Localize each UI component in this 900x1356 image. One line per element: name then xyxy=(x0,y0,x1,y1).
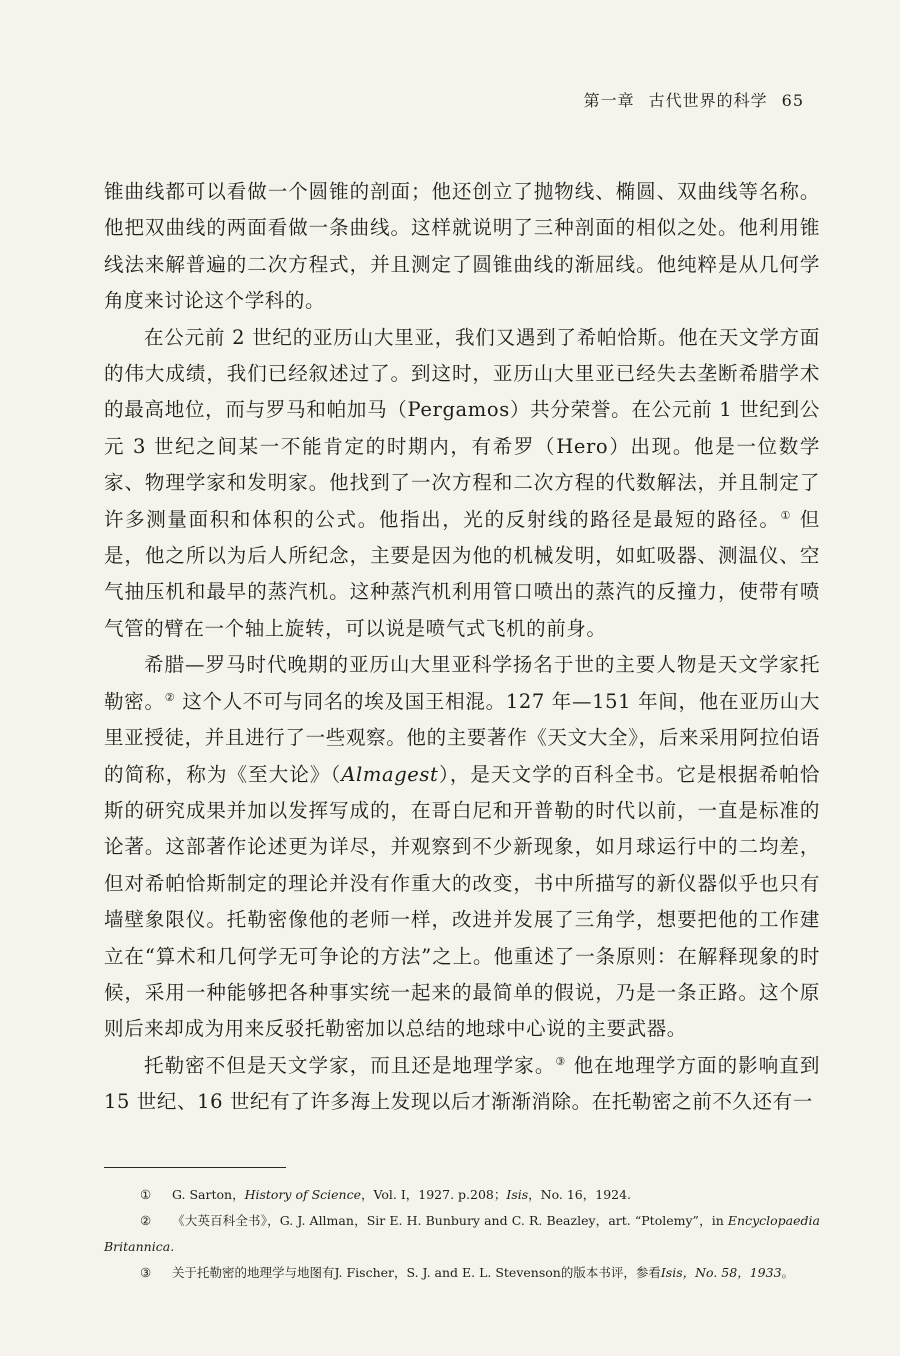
text-run: 托勒密不但是天文学家，而且还是地理学家。 xyxy=(144,1053,556,1077)
chapter-title: 古代世界的科学 xyxy=(648,91,768,110)
footnotes xyxy=(104,1182,820,1286)
text-run: 这个人不可与同名的埃及国王相混。127 年—151 年间，他在亚历山大里亚授徒，并且进行了一些观察。他的主要著作《天文大全》，后来采用阿拉伯语的简称，称为《至大论》（ xyxy=(104,689,820,786)
text-run: 。 xyxy=(781,1265,795,1280)
italic-text: Isis，No. 58，1933 xyxy=(660,1265,782,1280)
text-run: 但是，他之所以为后人所纪念，主要是因为他的机械发明，如虹吸器、测温仪、空气抽压机和最早的蒸汽机。这种蒸汽机利用管口喷出的蒸汽的反撞力，使带有喷气管的臂在一个轴上旋转，可以说是喷气式飞机的前身。 xyxy=(104,507,821,640)
italic-text: Encyclopaedia Britannica xyxy=(104,1213,820,1254)
italic-text: Almagest xyxy=(341,762,439,786)
text-run: 《大英百科全书》，G. J. Allman，Sir E. H. Bunbury and C. R. Beazley，art. “Ptolemy”，in xyxy=(172,1213,728,1228)
italic-text: Isis xyxy=(506,1187,529,1202)
footnote-reference: ② xyxy=(164,690,176,704)
body-text xyxy=(104,174,820,1121)
text-run: ，Vol. Ⅰ，1927. p.208； xyxy=(360,1187,507,1202)
text-run: ，No. 16，1924. xyxy=(528,1187,632,1202)
text-run: ），是天文学的百科全书。它是根据希帕恰斯的研究成果并加以发挥写成的，在哥白尼和开普勒的时代以前，一直是标准的论著。这部著作论述更为详尽，并观察到不少新现象，如月球运行中的二均差，但对希帕恰斯制定的理论并没有作重大的改变，书中所描写的新仪器似乎也只有墙壁象限仪。托勒密像他的老师一样，改进并发展了三角学，想要把他的工作建立在“算术和几何学无可争论的方法”之上。他重述了一条原则：在解释现象的时候，采用一种能够把各种事实统一起来的最简单的假说，乃是一条正路。这个原则后来却成为用来反驳托勒密加以总结的地球中心说的主要武器。 xyxy=(104,762,821,1041)
footnote-reference: ① xyxy=(780,508,793,522)
footnote xyxy=(104,1208,820,1260)
footnote xyxy=(104,1260,820,1286)
chapter-label: 第一章 xyxy=(583,91,635,110)
paragraph xyxy=(104,647,820,1047)
footnote-divider xyxy=(104,1167,286,1168)
footnote-marker: ② xyxy=(140,1213,152,1228)
paragraph xyxy=(104,320,820,648)
paragraph xyxy=(104,174,820,320)
text-run: 关于托勒密的地理学与地图有J. Fischer，S. J. and E. L. Stevenson的版本书评，参看 xyxy=(172,1265,661,1280)
paragraph xyxy=(104,1048,820,1121)
running-header xyxy=(584,88,804,111)
footnote-marker: ① xyxy=(140,1187,152,1202)
footnote-reference: ③ xyxy=(555,1054,567,1068)
text-run: G. Sarton， xyxy=(172,1187,245,1202)
text-run: 锥曲线都可以看做一个圆锥的剖面；他还创立了抛物线、椭圆、双曲线等名称。他把双曲线的两面看做一条曲线。这样就说明了三种剖面的相似之处。他利用锥线法来解普遍的二次方程式，并且测定了圆锥曲线的渐屈线。他纯粹是从几何学角度来讨论这个学科的。 xyxy=(104,180,820,313)
text-run: 希腊—罗马时代晚期的亚历山大里亚科学扬名于世的主要人物是天文学家托勒密。 xyxy=(104,653,820,713)
page-number: 65 xyxy=(781,91,804,110)
italic-text: History of Science xyxy=(244,1187,361,1202)
footnote xyxy=(104,1182,820,1208)
text-run: 在公元前 2 世纪的亚历山大里亚，我们又遇到了希帕恰斯。他在天文学方面的伟大成绩，我们已经叙述过了。到这时，亚历山大里亚已经失去垄断希腊学术的最高地位，而与罗马和帕加马（Pergamos）共分荣誉。在公元前 1 世纪到公元 3 世纪之间某一不能肯定的时期内，有希罗（Hero）出现。他是一位数学家、物理学家和发明家。他找到了一次方程和二次方程的代数解法，并且制定了许多测量面积和体积的公式。他指出，光的反射线的路径是最短的路径。 xyxy=(104,325,820,531)
text-run: . xyxy=(170,1239,175,1254)
text-run: 他在地理学方面的影响直到 15 世纪、16 世纪有了许多海上发现以后才渐渐消除。在托勒密之前不久还有一 xyxy=(104,1053,820,1114)
footnote-marker: ③ xyxy=(140,1265,152,1280)
